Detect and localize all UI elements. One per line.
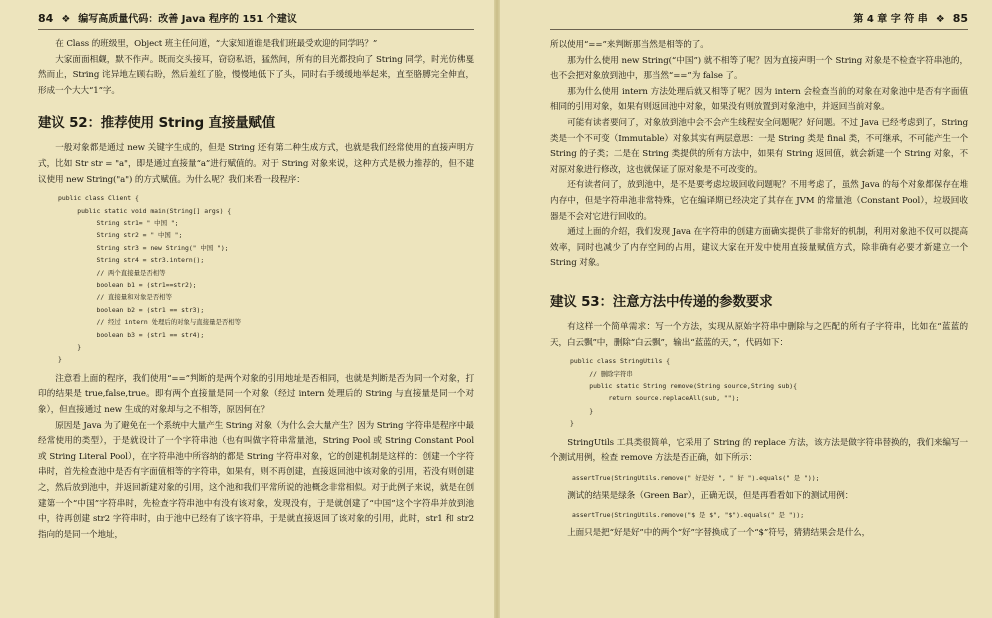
right-page-content	[550, 30, 968, 542]
page-number: 85	[952, 12, 968, 25]
chapter-title: 第 4 章 字 符 串	[853, 14, 928, 25]
book-title: 编写高质量代码：改善 Java 程序的 151 个建议	[78, 14, 297, 25]
code-block: public class Client { public static void main(String[] args) { String str1= " 中国 "; String str2 = " 中国 "; String str3 = new String(" 中国 "); String str4 = str3.intern(); // 两个直接量是否相等 boolean b1 = (str1==str2); // 直接量和对象是否相等 boolean b2 = (str1 == str3); // 经过 intern 处理后的对象与直接量是否相等 boolean b3 = (str1 == str4); } }	[58, 194, 242, 364]
left-page-header	[38, 0, 474, 30]
paragraph: 大家面面相觑，默不作声。既而交头接耳，窃窃私语，猛然间，所有的目光都投向了 String 同学，时光仿佛戛然而止，String 诧异地左顾右盼，然后羞红了脸，慢慢地低下了头，同时右手缓缓地举起来，直至胳膊完全伸直，形成一个大大“1”字。	[38, 54, 474, 96]
code-block: public class StringUtils { // 删除字符串 public static String remove(String source,String sub){ return source.replaceAll(sub, ""); } }	[570, 357, 798, 428]
paragraph: 那为什么使用 intern 方法处理后就又相等了呢？因为 intern 会检查当前的对象在对象池中是否有字面值相同的引用对象，如果有则返回池中对象，如果没有则放置到对象池中，并返回当前对象。	[550, 86, 968, 113]
page-number: 84	[38, 12, 54, 25]
paragraph: 还有读者问了，放到池中，是不是要考虑垃圾回收问题呢？不用考虑了，虽然 Java 的每个对象都保存在堆内存中，但是字符串池非常特殊，它在编译期已经决定了其存在 JVM 的常量池（Constant Pool），垃圾回收器是不会对它进行回收的。	[550, 180, 968, 222]
paragraph: 在 Class 的班级里，Object 班主任问道，“大家知道谁是我们班最受欢迎的同学吗？”	[55, 39, 378, 49]
paragraph: 所以使用“==”来判断那当然是相等的了。	[550, 40, 709, 50]
paragraph: 有这样一个简单需求：写一个方法，实现从原始字符串中删除与之匹配的所有子字符串，比如在“蓝蓝的天，白云飘”中，删除“白云飘”，输出“蓝蓝的天，”，代码如下：	[550, 321, 968, 348]
ornament-icon: ❖	[61, 14, 71, 25]
right-page	[496, 0, 992, 618]
paragraph: 上面只是把“好是好”中的两个“好”字替换成了一个“$”符号，猜猜结果会是什么，	[567, 528, 871, 539]
paragraph: StringUtils 工具类很简单，它采用了 String 的 replace 方法，该方法是做字符串替换的，我们来编写一个测试用例，检查 remove 方法是否正确，如下所示：	[550, 437, 968, 464]
code-line: assertTrue(StringUtils.remove(" 好是好 ", " 好 ").equals(" 是 "));	[572, 473, 820, 482]
page-gutter	[494, 0, 500, 618]
paragraph: 通过上面的介绍，我们发现 Java 在字符串的创建方面确实提供了非常好的机制，利用对象池不仅可以提高效率，同时也减少了内存空间的占用，建议大家在开发中使用直接量赋值方式，除非确有必要才新建立一个 String 对象。	[550, 227, 968, 269]
ornament-icon: ❖	[935, 14, 945, 25]
right-page-header	[550, 0, 968, 30]
paragraph: 可能有读者要问了，对象放到池中会不会产生线程安全问题呢？好问题。不过 Java 已经考虑到了，String 类是一个不可变（Immutable）对象其实有两层意思：一是 String 类是 final 类，不可继承，不可能产生一个 String 的子类；二是在 String 类提供的所有方法中，如果有 String 返回值，就会新建一个 String 对象，不对原对象进行修改，这也就保证了原对象是不可改变的。	[550, 117, 968, 175]
section-heading: 建议 53：注意方法中传递的参数要求	[550, 293, 773, 310]
left-page-content	[38, 30, 474, 543]
paragraph: 那为什么使用 new String(“中国”) 就不相等了呢？因为直接声明一个 String 对象是不检查字符串池的，也不会把对象放到池中，那当然“==”为 false 了。	[550, 55, 968, 82]
section-heading: 建议 52：推荐使用 String 直接量赋值	[38, 115, 276, 132]
paragraph: 原因是 Java 为了避免在一个系统中大量产生 String 对象（为什么会大量产生？因为 String 字符串是程序中最经常使用的类型），于是就设计了一个字符串池（也有叫做字符串常量池，String Pool 或 String Constant Pool 或 String Literal Pool），在字符串池中所容纳的都是 String 字符串对象，它的创建机制是这样的：创建一个字符串时，首先检查池中是否有字面值相等的字符串，如果有，则不再创建，直接返回池中该对象的引用，若没有则创建之，然后放到池中，并返回新建对象的引用，这个池和我们平常所说的池概念非常相似。对于此例子来说，就是在创建第一个“中国”字符串时，先检查字符串池中有没有该对象，发现没有，于是就创建了“中国”这个字符串并放到池中，待再创建 str2 字符串时，由于池中已经有了该字符串，于是就直接返回了该对象的引用，此时，str1 和 str2 指向的是同一个地址，	[38, 420, 474, 540]
code-line: assertTrue(StringUtils.remove("$ 是 $", "$").equals(" 是 "));	[572, 511, 805, 520]
paragraph: 注意看上面的程序，我们使用“==”判断的是两个对象的引用地址是否相同，也就是判断是否为同一个对象，打印的结果是 true,false,true。即有两个直接量是同一个对象（经过 intern 处理后的 String 与直接量是同一个对象），但直接通过 new 生成的对象却与之不相等，原因何在？	[38, 373, 474, 416]
paragraph: 测试的结果是绿条（Green Bar），正确无误，但是再看看如下的测试用例：	[567, 490, 854, 501]
paragraph: 一般对象都是通过 new 关键字生成的，但是 String 还有第二种生成方式，也就是我们经常使用的直接声明方式，比如 Str str = "a"，即是通过直接量“a”进行赋值的。对于 String 对象来说，这种方式是极力推荐的，但不建议使用 new String("a") 的方式赋值。为什么呢？我们来看一段程序：	[38, 143, 474, 185]
